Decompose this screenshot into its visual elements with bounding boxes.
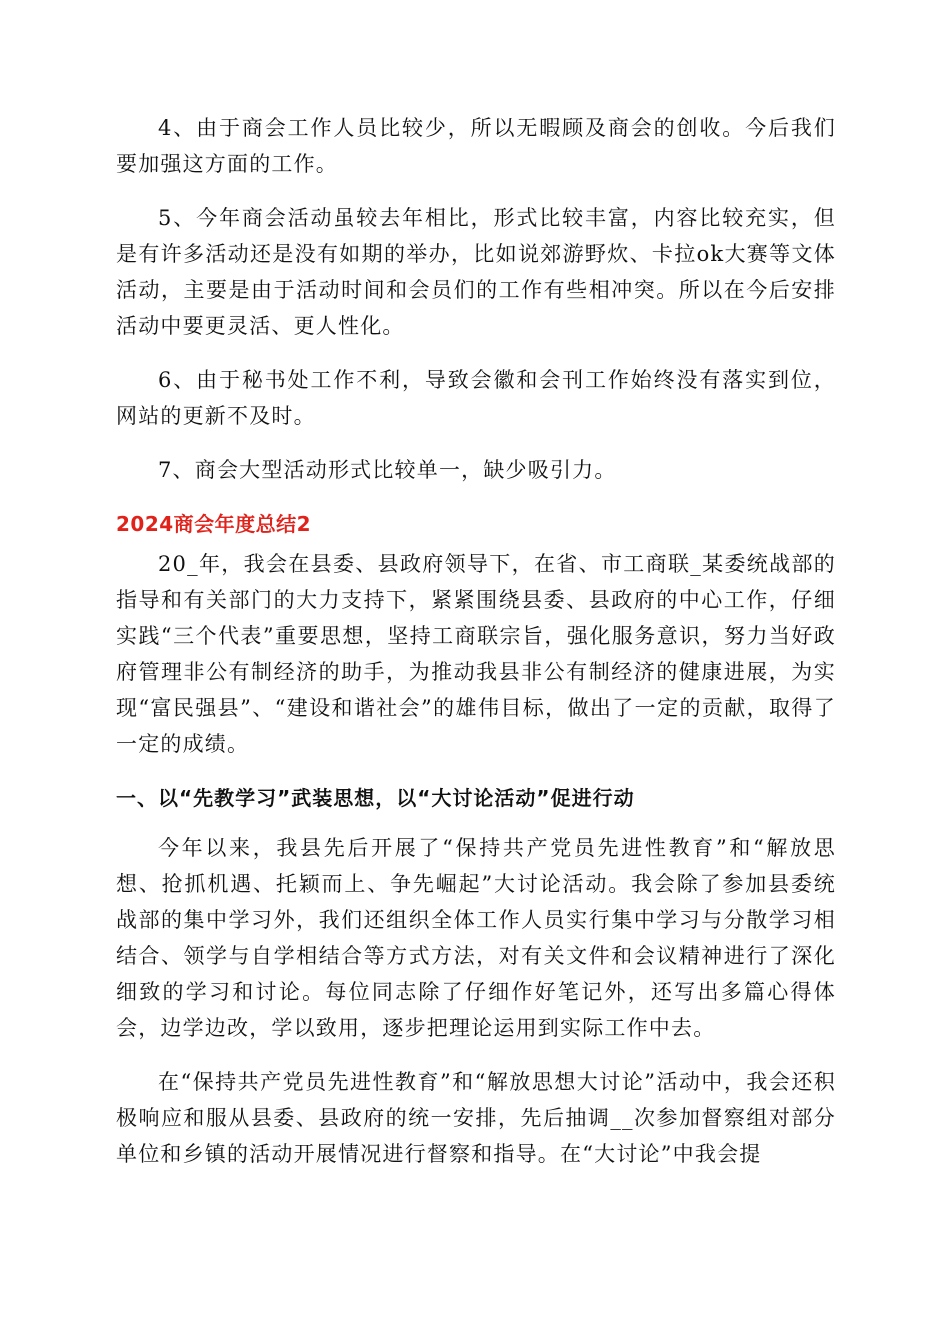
paragraph-item-7: 7、商会大型活动形式比较单一，缺少吸引力。 [158, 458, 617, 482]
document-body [116, 110, 836, 1190]
heading-one: 一、以“先教学习”武装思想，以“大讨论活动”促进行动 [116, 786, 635, 810]
paragraph-study: 今年以来，我县先后开展了“保持共产党员先进性教育”和“解放思想、抢抓机遇、托颖而上、争先崛起”大讨论活动。我会除了参加县委统战部的集中学习外，我们还组织全体工作人员实行集中学习与分散学习相结合、领学与自学相结合等方式方法，对有关文件和会议精神进行了深化细致的学习和讨论。每位同志除了仔细作好笔记外，还写出多篇心得体会，边学边改，学以致用，逐步把理论运用到实际工作中去。 [116, 836, 836, 1040]
intro-paragraph: 20_年，我会在县委、县政府领导下，在省、市工商联_某委统战部的指导和有关部门的大力支持下，紧紧围绕县委、县政府的中心工作，仔细实践“三个代表”重要思想，坚持工商联宗旨，强化服务意识，努力当好政府管理非公有制经济的助手，为推动我县非公有制经济的健康进展，为实现“富民强县”、“建设和谐社会”的雄伟目标，做出了一定的贡献，取得了一定的成绩。 [116, 552, 836, 756]
paragraph-item-6: 6、由于秘书处工作不利，导致会徽和会刊工作始终没有落实到位，网站的更新不及时。 [116, 368, 836, 428]
section-title: 2024商会年度总结2 [116, 512, 312, 536]
paragraph-inspection: 在“保持共产党员先进性教育”和“解放思想大讨论”活动中，我会还积极响应和服从县委、县政府的统一安排，先后抽调__次参加督察组对部分单位和乡镇的活动开展情况进行督察和指导。在“大讨论”中我会提 [116, 1070, 836, 1166]
paragraph-item-4: 4、由于商会工作人员比较少，所以无暇顾及商会的创收。今后我们要加强这方面的工作。 [116, 116, 836, 176]
paragraph-item-5: 5、今年商会活动虽较去年相比，形式比较丰富，内容比较充实，但是有许多活动还是没有如期的举办，比如说郊游野炊、卡拉ok大赛等文体活动，主要是由于活动时间和会员们的工作有些相冲突。所以在今后安排活动中要更灵活、更人性化。 [116, 206, 836, 338]
